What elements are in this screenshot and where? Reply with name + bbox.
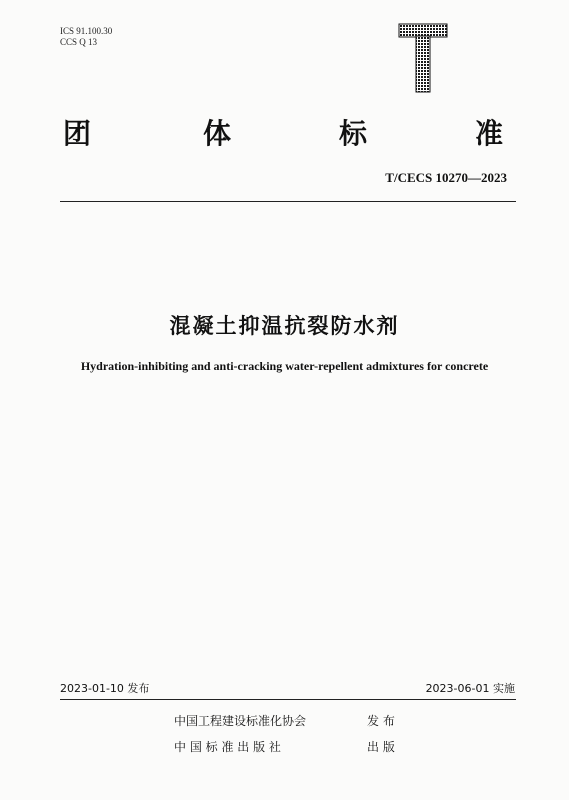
bottom-divider: [60, 699, 516, 700]
ccs-code: CCS Q 13: [60, 37, 98, 47]
title-char-1: 团: [63, 117, 92, 150]
publisher-action: 发 布: [367, 714, 395, 728]
ics-code: ICS 91.100.30: [60, 26, 113, 36]
document-title-cn: 混凝土抑温抗裂防水剂: [169, 314, 400, 338]
title-char-2: 体: [203, 117, 232, 150]
publisher-org: 中国工程建设标准化协会: [174, 714, 307, 728]
press-action: 出 版: [367, 740, 395, 754]
standard-number: T/CECS 10270—2023: [385, 170, 507, 185]
press-name: 中 国 标 准 出 版 社: [174, 740, 281, 754]
standard-category-title: [63, 112, 513, 152]
publisher-row: [0, 712, 569, 732]
issue-date: 2023-01-10 发布: [60, 682, 150, 695]
classification-codes: [60, 26, 112, 48]
press-row: [0, 738, 569, 758]
top-divider: [60, 201, 516, 202]
title-char-3: 标: [339, 117, 368, 150]
title-char-4: 准: [475, 117, 504, 150]
document-title-en: Hydration-inhibiting and anti-cracking water-repellent admixtures for concrete: [80, 359, 489, 373]
implementation-date: 2023-06-01 实施: [425, 682, 515, 695]
standard-type-t-mark: [397, 22, 449, 94]
